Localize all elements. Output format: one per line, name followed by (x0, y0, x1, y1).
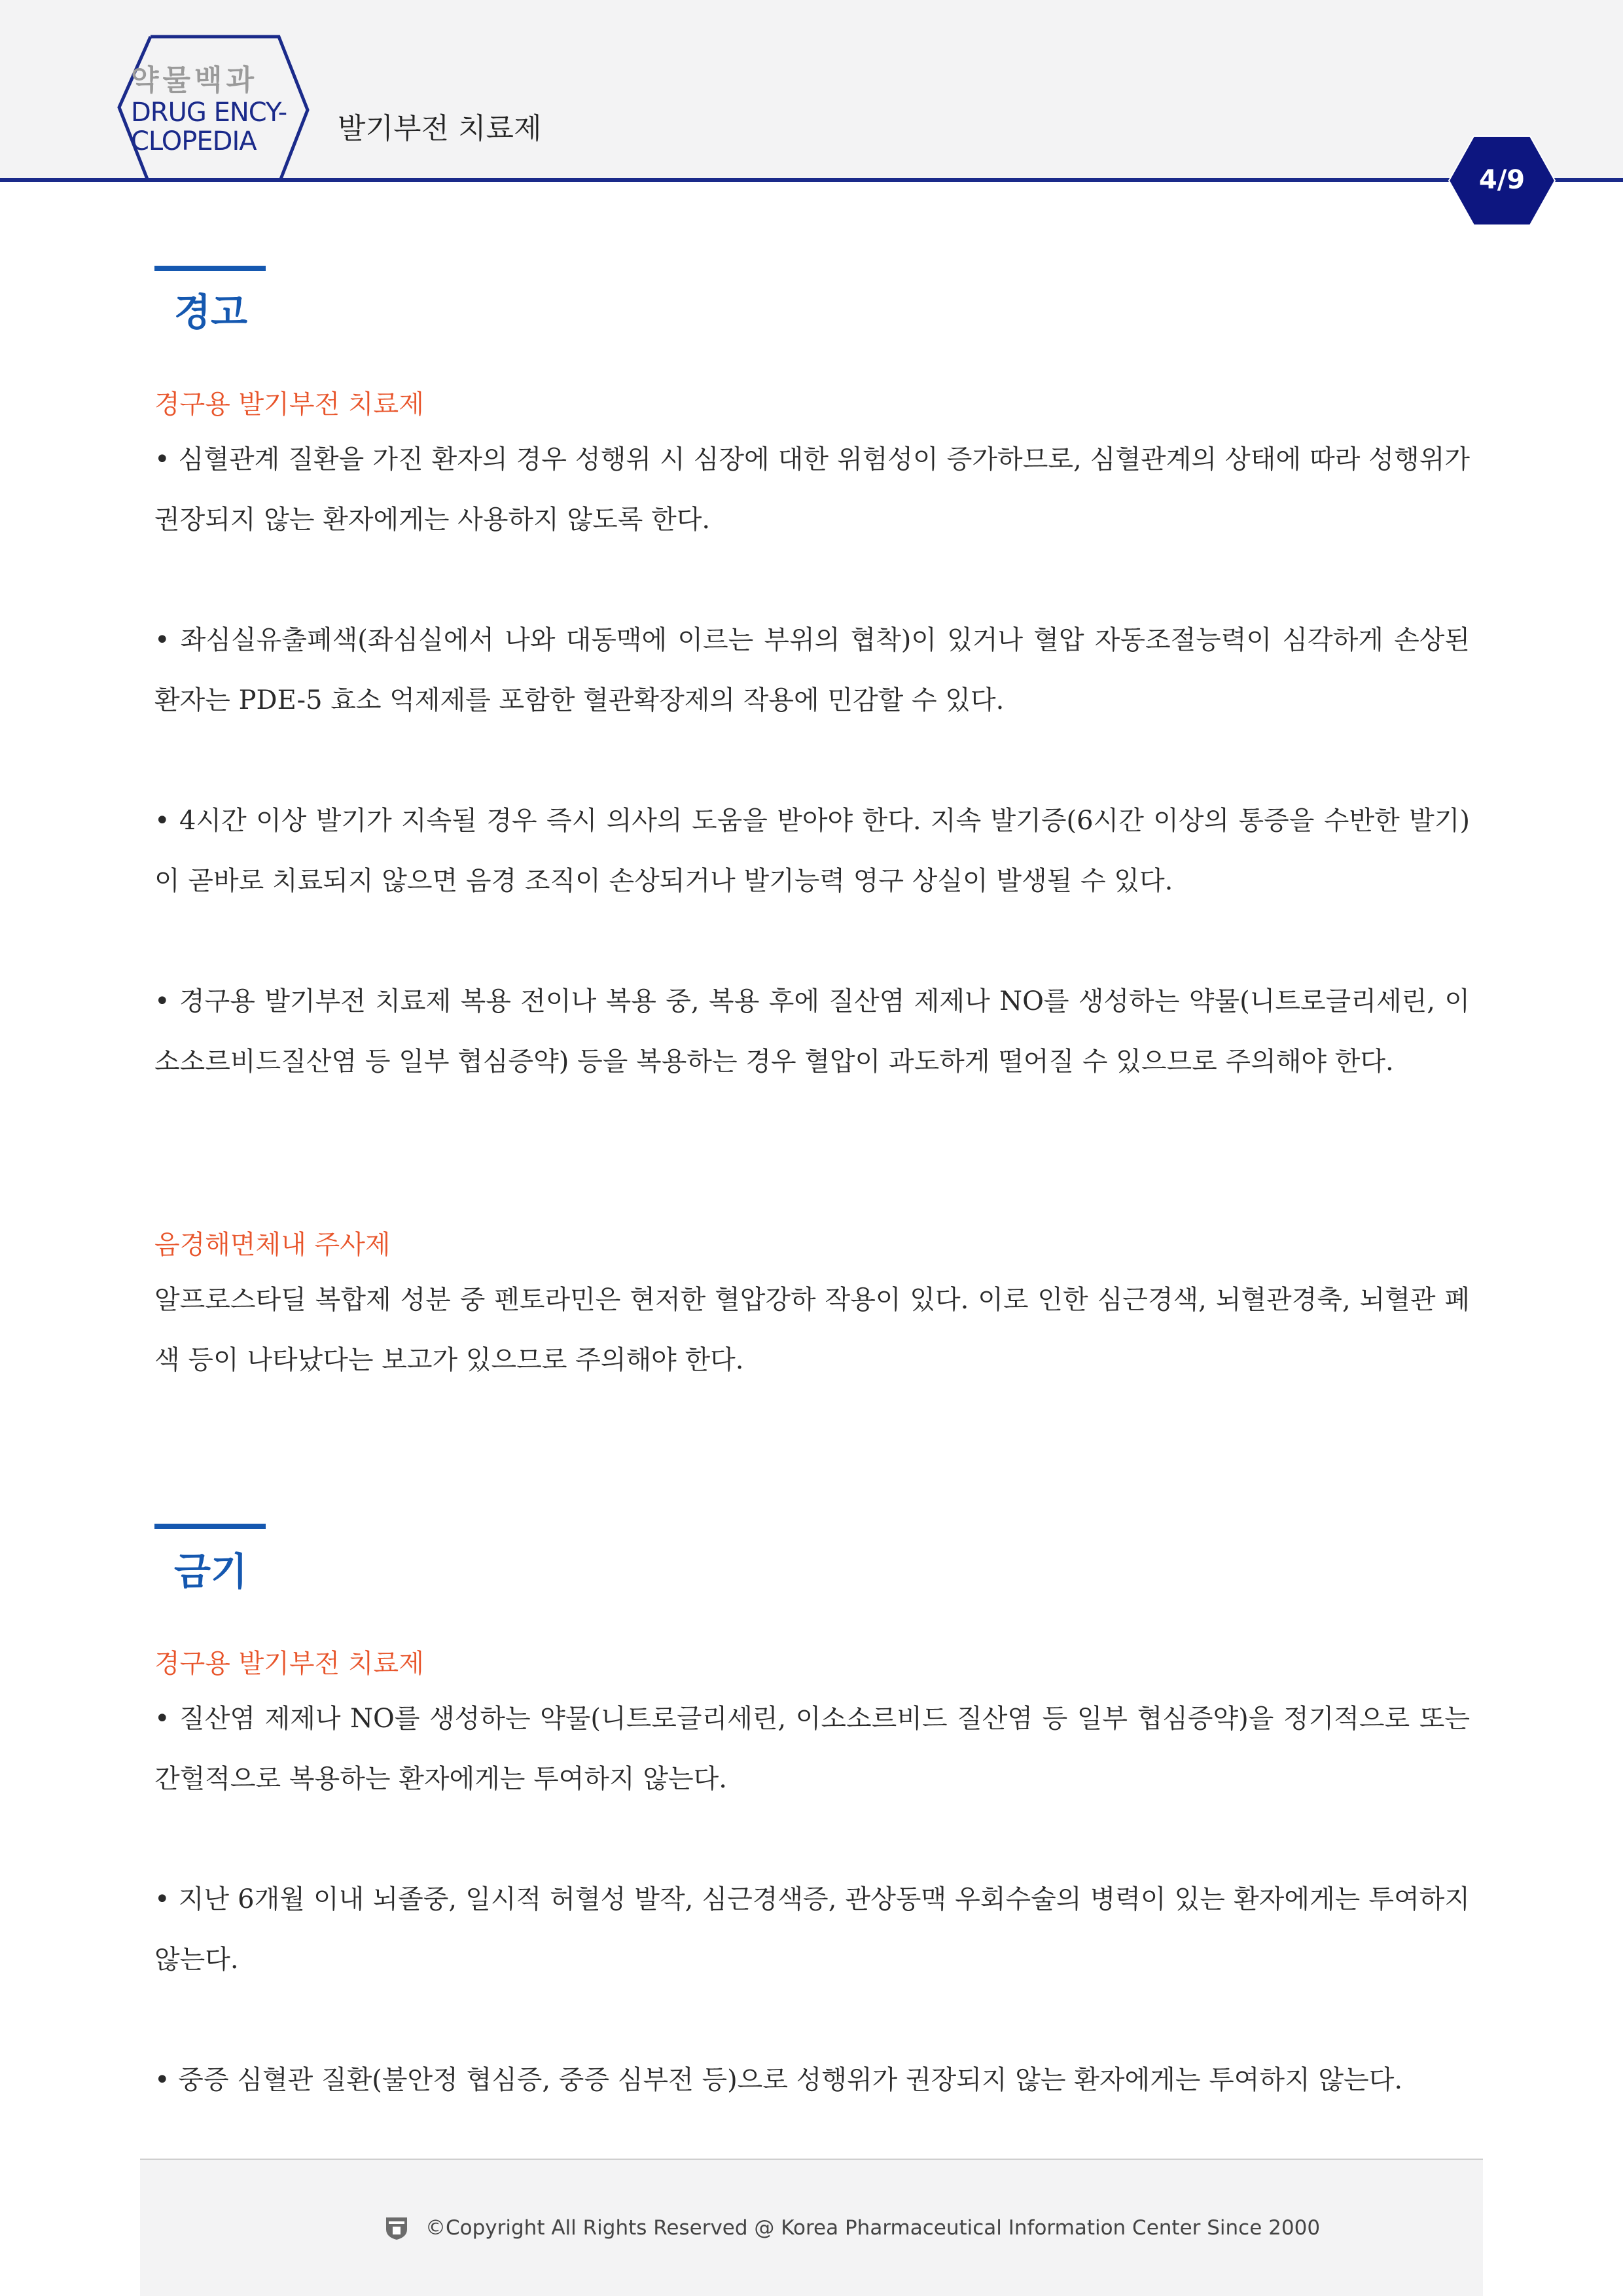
page-number: 4/9 (1478, 165, 1525, 195)
warning-item-1: • 심혈관계 질환을 가진 환자의 경우 성행위 시 심장에 대한 위험성이 증가하므로, 심혈관계의 상태에 따라 성행위가 권장되지 않는 환자에게는 사용하지 않도록 한다. (154, 444, 1470, 535)
logo-english-line1: DRUG ENCY- (131, 98, 287, 128)
logo (131, 63, 288, 156)
contra-item-1: • 질산염 제제나 NO를 생성하는 약물(니트로글리세린, 이소소르비드 질산염 등 일부 협심증약)을 정기적으로 또는 간헐적으로 복용하는 환자에게는 투여하지 않는다. (154, 1704, 1470, 1794)
contra-item-2: • 지난 6개월 이내 뇌졸중, 일시적 허혈성 발작, 심근경색증, 관상동맥 우회수술의 병력이 있는 환자에게는 투여하지 않는다. (154, 1884, 1470, 1975)
injection-paragraph: 알프로스타딜 복합제 성분 중 펜토라민은 현저한 혈압강하 작용이 있다. 이로 인한 심근경색, 뇌혈관경축, 뇌혈관 폐색 등이 나타났다는 보고가 있으므로 주의해야 한다. (154, 1285, 1470, 1375)
section-title-warning: 경고 (174, 290, 248, 334)
crest-icon (383, 2215, 410, 2241)
section-accent-bar (154, 1524, 266, 1529)
warning-item-4: • 경구용 발기부전 치료제 복용 전이나 복용 중, 복용 후에 질산염 제제나 NO를 생성하는 약물(니트로글리세린, 이소소르비드질산염 등 일부 협심증약) 등을 복용하는 경우 혈압이 과도하게 떨어질 수 있으므로 주의해야 한다. (154, 986, 1470, 1077)
warning-item-2: • 좌심실유출폐색(좌심실에서 나와 대동맥에 이르는 부위의 협착)이 있거나 혈압 자동조절능력이 심각하게 손상된 환자는 PDE-5 효소 억제제를 포함한 혈관확장제의 작용에 민감할 수 있다. (154, 625, 1470, 715)
copyright-text: ©Copyright All Rights Reserved @ Korea Pharmaceutical Information Center Since 2000 (425, 2216, 1321, 2240)
logo-english-line2: CLOPEDIA (131, 126, 257, 156)
warning-item-3: • 4시간 이상 발기가 지속될 경우 즉시 의사의 도움을 받아야 한다. 지속 발기증(6시간 이상의 통증을 수반한 발기)이 곧바로 치료되지 않으면 음경 조직이 손상되거나 발기능력 영구 상실이 발생될 수 있다. (154, 806, 1470, 896)
page-title: 발기부전 치료제 (338, 112, 542, 145)
section-title-contraindication: 금기 (174, 1549, 248, 1594)
subheading-oral: 경구용 발기부전 치료제 (154, 1649, 424, 1679)
subheading-oral: 경구용 발기부전 치료제 (154, 389, 424, 420)
contra-item-3: • 중증 심혈관 질환(불안정 협심증, 중증 심부전 등)으로 성행위가 권장되지 않는 환자에게는 투여하지 않는다. (154, 2065, 1403, 2095)
logo-korean: 약물백과 (131, 63, 259, 97)
subheading-injection: 음경해면체내 주사제 (154, 1230, 391, 1260)
section-accent-bar (154, 266, 266, 271)
